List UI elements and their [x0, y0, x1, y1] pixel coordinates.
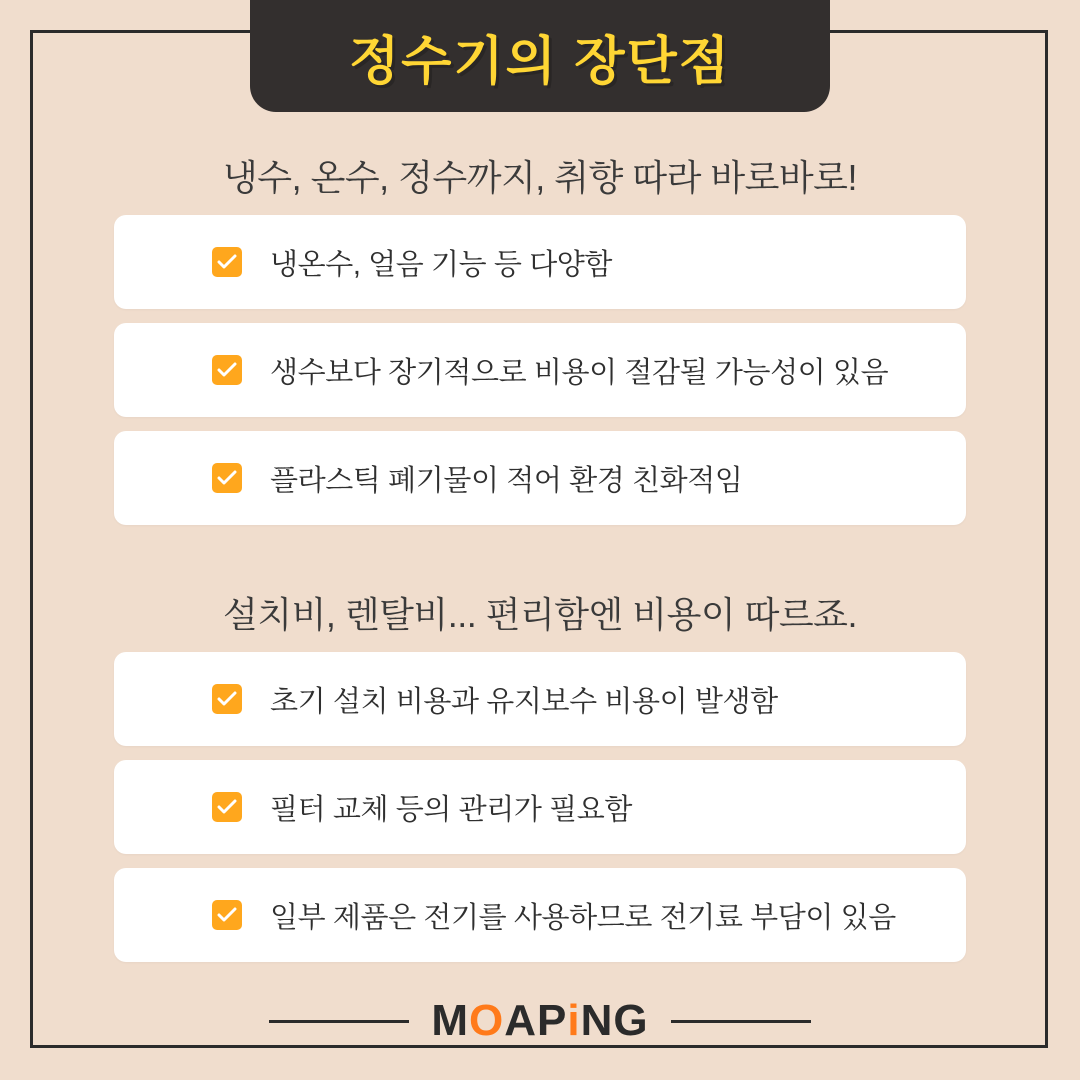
check-icon [212, 900, 242, 930]
check-icon [212, 463, 242, 493]
list-item [114, 868, 966, 962]
check-icon [212, 247, 242, 277]
divider-right [671, 1020, 811, 1023]
section-heading-pros: 냉수, 온수, 정수까지, 취향 따라 바로바로! [223, 157, 857, 198]
brand-logo [431, 996, 648, 1046]
list-item [114, 431, 966, 525]
list-item-label: 필터 교체 등의 관리가 필요함 [270, 793, 632, 826]
section-cons [0, 587, 1080, 962]
list-item-label: 냉온수, 얼음 기능 등 다양함 [270, 248, 613, 281]
list-item-label: 초기 설치 비용과 유지보수 비용이 발생함 [270, 685, 778, 718]
list-item [114, 652, 966, 746]
cons-list [0, 652, 1080, 962]
list-item [114, 323, 966, 417]
footer [0, 996, 1080, 1046]
list-item-label: 일부 제품은 전기를 사용하므로 전기료 부담이 있음 [270, 901, 896, 934]
check-icon [212, 355, 242, 385]
logo-text-m: M [431, 996, 470, 1045]
title-banner [250, 0, 830, 112]
list-item [114, 760, 966, 854]
logo-text-o: O [469, 996, 505, 1045]
section-pros [0, 150, 1080, 525]
logo-text-ap: AP [504, 996, 568, 1045]
list-item-label: 플라스틱 폐기물이 적어 환경 친화적임 [270, 464, 743, 497]
check-icon [212, 792, 242, 822]
section-heading-cons: 설치비, 렌탈비... 편리함엔 비용이 따르죠. [223, 594, 857, 635]
list-item [114, 215, 966, 309]
list-item-label: 생수보다 장기적으로 비용이 절감될 가능성이 있음 [270, 356, 889, 389]
logo-text-i: i [567, 996, 581, 1045]
logo-text-g: G [613, 996, 649, 1045]
page-title: 정수기의 장단점 [348, 32, 732, 91]
logo-text-n: N [580, 996, 614, 1045]
divider-left [269, 1020, 409, 1023]
check-icon [212, 684, 242, 714]
pros-list [0, 215, 1080, 525]
content-area [0, 112, 1080, 976]
